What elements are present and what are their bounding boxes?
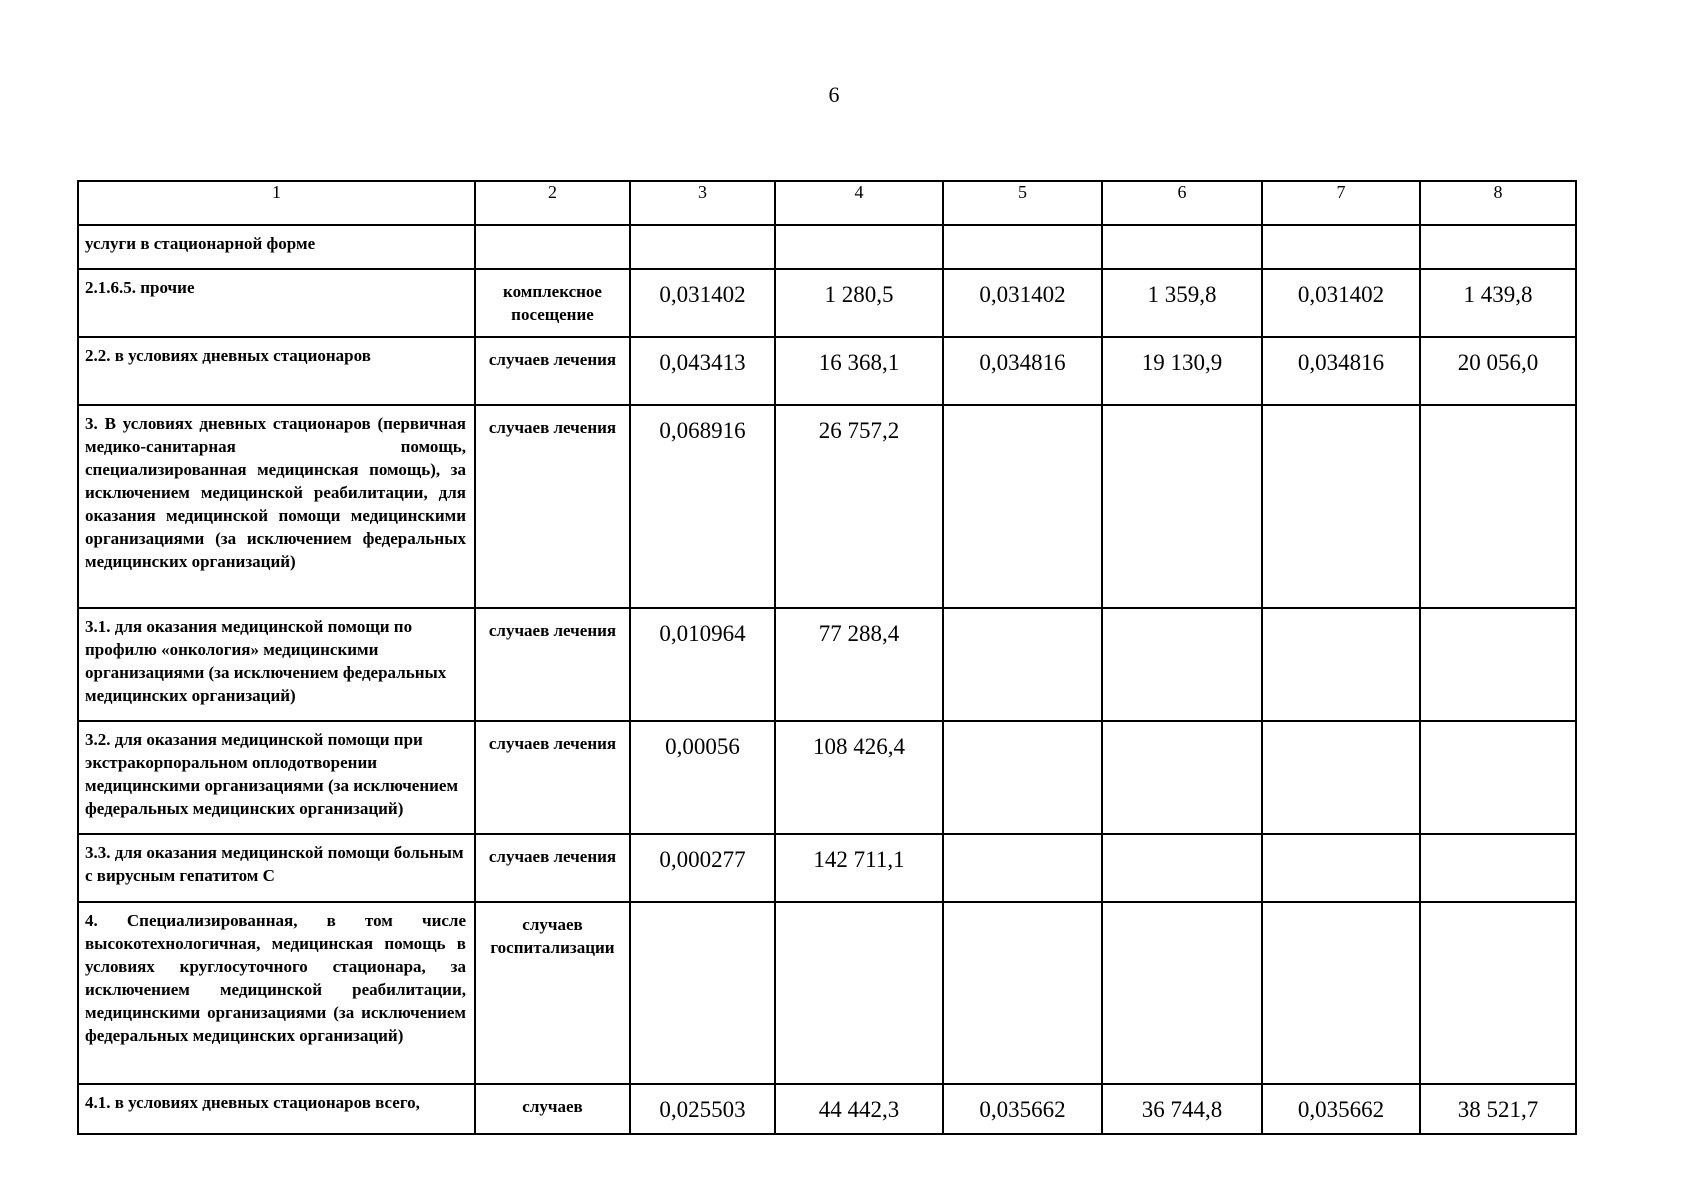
header-cell: 8 xyxy=(1420,181,1576,225)
value-cell xyxy=(943,405,1102,608)
unit-cell: случаев лечения xyxy=(475,405,630,608)
value-cell xyxy=(943,608,1102,721)
value-cell xyxy=(1102,405,1262,608)
value-cell xyxy=(1102,721,1262,834)
row-label-cell: 3. В условиях дневных стационаров (первичная медико-санитарная помощь, специализированная медицинская помощь), за исключением медицинской реабилитации, для оказания медицинской помощи медицинскими организациями (за исключением федеральных медицинских организаций) xyxy=(78,405,475,608)
page-number: 6 xyxy=(828,82,840,107)
table-row xyxy=(78,608,1576,721)
header-cell: 6 xyxy=(1102,181,1262,225)
row-label-cell: 4.1. в условиях дневных стационаров всего, xyxy=(78,1084,475,1134)
header-cell: 2 xyxy=(475,181,630,225)
row-label-cell: 2.1.6.5. прочие xyxy=(78,269,475,337)
value-cell: 77 288,4 xyxy=(775,608,943,721)
value-cell xyxy=(943,902,1102,1084)
unit-cell: случаев лечения xyxy=(475,337,630,405)
table-row xyxy=(78,834,1576,902)
unit-cell: случаев госпитализации xyxy=(475,902,630,1084)
value-cell: 1 359,8 xyxy=(1102,269,1262,337)
value-cell: 0,035662 xyxy=(1262,1084,1420,1134)
table-row xyxy=(78,1084,1576,1134)
value-cell xyxy=(630,902,775,1084)
value-cell: 44 442,3 xyxy=(775,1084,943,1134)
value-cell: 0,068916 xyxy=(630,405,775,608)
unit-cell xyxy=(475,225,630,269)
value-cell: 26 757,2 xyxy=(775,405,943,608)
value-cell: 108 426,4 xyxy=(775,721,943,834)
value-cell xyxy=(1102,608,1262,721)
row-label-cell: 2.2. в условиях дневных стационаров xyxy=(78,337,475,405)
table-row xyxy=(78,902,1576,1084)
unit-cell: случаев лечения xyxy=(475,608,630,721)
value-cell: 16 368,1 xyxy=(775,337,943,405)
table-row xyxy=(78,269,1576,337)
value-cell xyxy=(1262,225,1420,269)
header-cell: 5 xyxy=(943,181,1102,225)
value-cell xyxy=(1102,834,1262,902)
data-table xyxy=(77,180,1577,1135)
value-cell: 0,034816 xyxy=(1262,337,1420,405)
table-header-row xyxy=(78,181,1576,225)
value-cell xyxy=(1420,902,1576,1084)
value-cell xyxy=(1420,834,1576,902)
value-cell: 0,010964 xyxy=(630,608,775,721)
value-cell xyxy=(943,225,1102,269)
value-cell: 1 439,8 xyxy=(1420,269,1576,337)
value-cell: 0,025503 xyxy=(630,1084,775,1134)
value-cell: 0,043413 xyxy=(630,337,775,405)
row-label-cell: 3.2. для оказания медицинской помощи при экстракорпоральном оплодотворении медицинскими организациями (за исключением федеральных медицинских организаций) xyxy=(78,721,475,834)
value-cell: 0,031402 xyxy=(1262,269,1420,337)
header-cell: 1 xyxy=(78,181,475,225)
value-cell: 1 280,5 xyxy=(775,269,943,337)
value-cell: 20 056,0 xyxy=(1420,337,1576,405)
value-cell: 0,034816 xyxy=(943,337,1102,405)
table-row xyxy=(78,721,1576,834)
value-cell xyxy=(1262,834,1420,902)
value-cell: 36 744,8 xyxy=(1102,1084,1262,1134)
unit-cell: комплексное посещение xyxy=(475,269,630,337)
value-cell xyxy=(943,834,1102,902)
value-cell xyxy=(1420,405,1576,608)
value-cell xyxy=(1262,902,1420,1084)
header-cell: 4 xyxy=(775,181,943,225)
unit-cell: случаев лечения xyxy=(475,834,630,902)
value-cell xyxy=(630,225,775,269)
row-label-cell: 3.1. для оказания медицинской помощи по профилю «онкология» медицинскими организациями (за исключением федеральных медицинских организаций) xyxy=(78,608,475,721)
value-cell: 0,000277 xyxy=(630,834,775,902)
value-cell xyxy=(1102,225,1262,269)
value-cell xyxy=(775,225,943,269)
value-cell: 19 130,9 xyxy=(1102,337,1262,405)
row-label-cell: 4. Специализированная, в том числе высокотехнологичная, медицинская помощь в условиях круглосуточного стационара, за исключением медицинской реабилитации, медицинскими организациями (за исключением федеральных медицинских организаций) xyxy=(78,902,475,1084)
header-cell: 7 xyxy=(1262,181,1420,225)
value-cell xyxy=(1262,721,1420,834)
unit-cell: случаев xyxy=(475,1084,630,1134)
value-cell xyxy=(775,902,943,1084)
value-cell xyxy=(1420,225,1576,269)
value-cell: 0,031402 xyxy=(943,269,1102,337)
table-row xyxy=(78,405,1576,608)
value-cell: 0,035662 xyxy=(943,1084,1102,1134)
value-cell xyxy=(1420,721,1576,834)
value-cell: 0,031402 xyxy=(630,269,775,337)
table-row xyxy=(78,225,1576,269)
value-cell: 142 711,1 xyxy=(775,834,943,902)
row-label-cell: 3.3. для оказания медицинской помощи больным с вирусным гепатитом С xyxy=(78,834,475,902)
value-cell: 0,00056 xyxy=(630,721,775,834)
table-row xyxy=(78,337,1576,405)
value-cell: 38 521,7 xyxy=(1420,1084,1576,1134)
value-cell xyxy=(1262,608,1420,721)
header-cell: 3 xyxy=(630,181,775,225)
unit-cell: случаев лечения xyxy=(475,721,630,834)
value-cell xyxy=(1262,405,1420,608)
value-cell xyxy=(943,721,1102,834)
value-cell xyxy=(1102,902,1262,1084)
row-label-cell: услуги в стационарной форме xyxy=(78,225,475,269)
value-cell xyxy=(1420,608,1576,721)
